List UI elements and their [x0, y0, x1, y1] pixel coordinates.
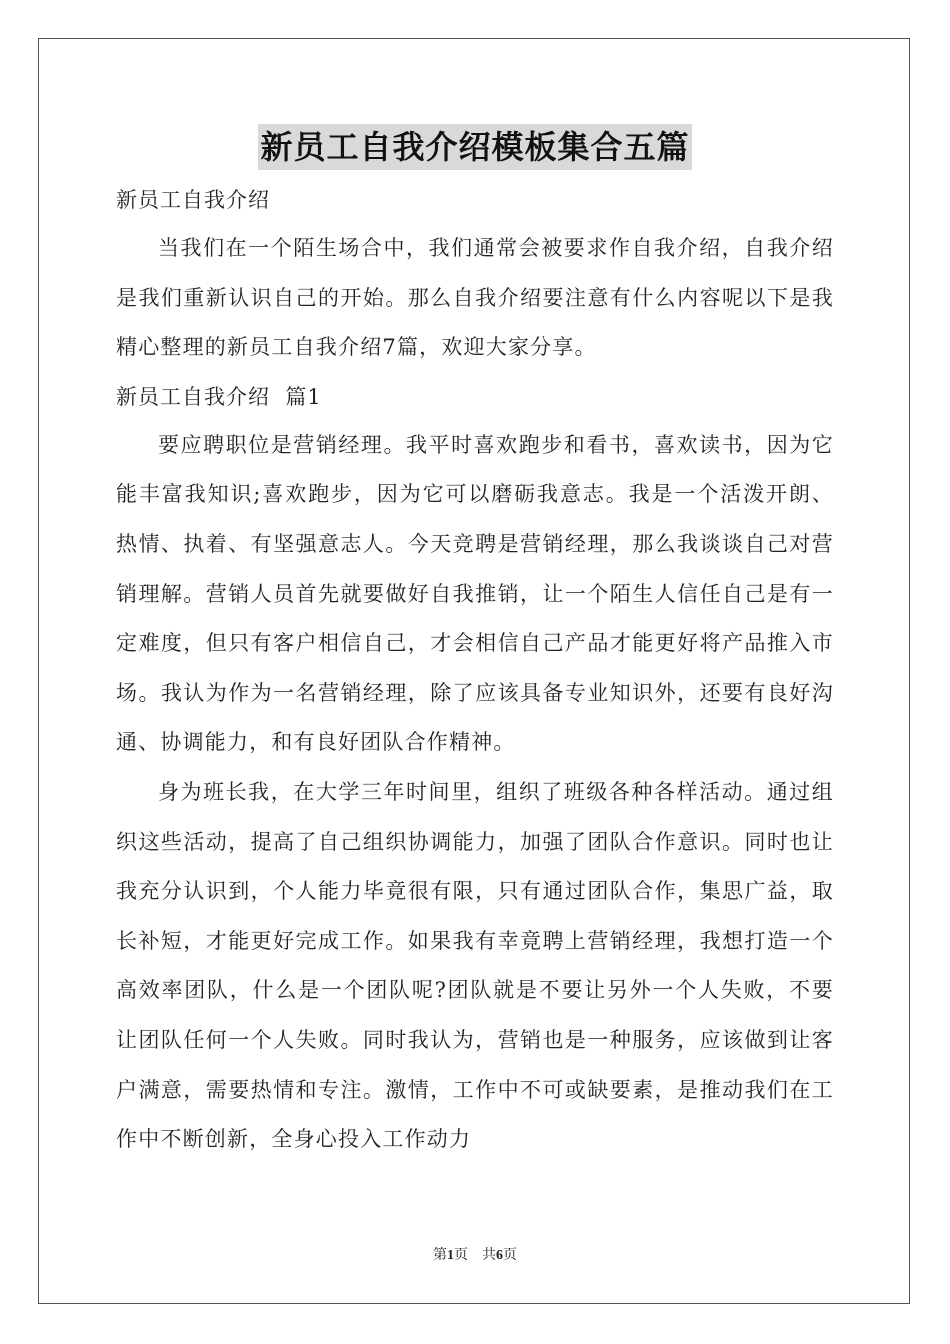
current-page-number: 1 [447, 1248, 454, 1263]
section-heading: 新员工自我介绍 [116, 188, 270, 212]
page-mid: 页 共 [454, 1248, 496, 1263]
section-heading: 新员工自我介绍 篇1 [116, 384, 322, 409]
page-footer [0, 1244, 950, 1264]
paragraph: 身为班长我，在大学三年时间里，组织了班级各种各样活动。通过组织这些活动，提高了自己组织协调能力，加强了团队合作意识。同时也让我充分认识到，个人能力毕竟很有限，只有通过团队合作，集思广益，取长补短，才能更好完成工作。如果我有幸竟聘上营销经理，我想打造一个高效率团队，什么是一个团队呢?团队就是不要让另外一个人失败，不要让团队任何一个人失败。同时我认为，营销也是一种服务，应该做到让客户满意，需要热情和专注。激情，工作中不可或缺要素，是推动我们在工作中不断创新，全身心投入工作动力 [116, 779, 834, 1152]
document-body [116, 176, 834, 1165]
title-container [0, 124, 950, 170]
paragraph: 当我们在一个陌生场合中，我们通常会被要求作自我介绍，自我介绍是我们重新认识自己的开始。那么自我介绍要注意有什么内容呢以下是我精心整理的新员工自我介绍7篇，欢迎大家分享。 [116, 236, 834, 360]
page-suffix: 页 [503, 1248, 517, 1263]
paragraph: 要应聘职位是营销经理。我平时喜欢跑步和看书，喜欢读书，因为它能丰富我知识;喜欢跑步，因为它可以磨砺我意志。我是一个活泼开朗、热情、执着、有坚强意志人。今天竞聘是营销经理，那么我谈谈自己对营销理解。营销人员首先就要做好自我推销，让一个陌生人信任自己是有一定难度，但只有客户相信自己，才会相信自己产品才能更好将产品推入市场。我认为作为一名营销经理，除了应该具备专业知识外，还要有良好沟通、协调能力，和有良好团队合作精神。 [116, 432, 834, 755]
total-page-number: 6 [496, 1248, 503, 1263]
document-title: 新员工自我介绍模板集合五篇 [258, 124, 691, 170]
page-prefix: 第 [433, 1248, 447, 1263]
